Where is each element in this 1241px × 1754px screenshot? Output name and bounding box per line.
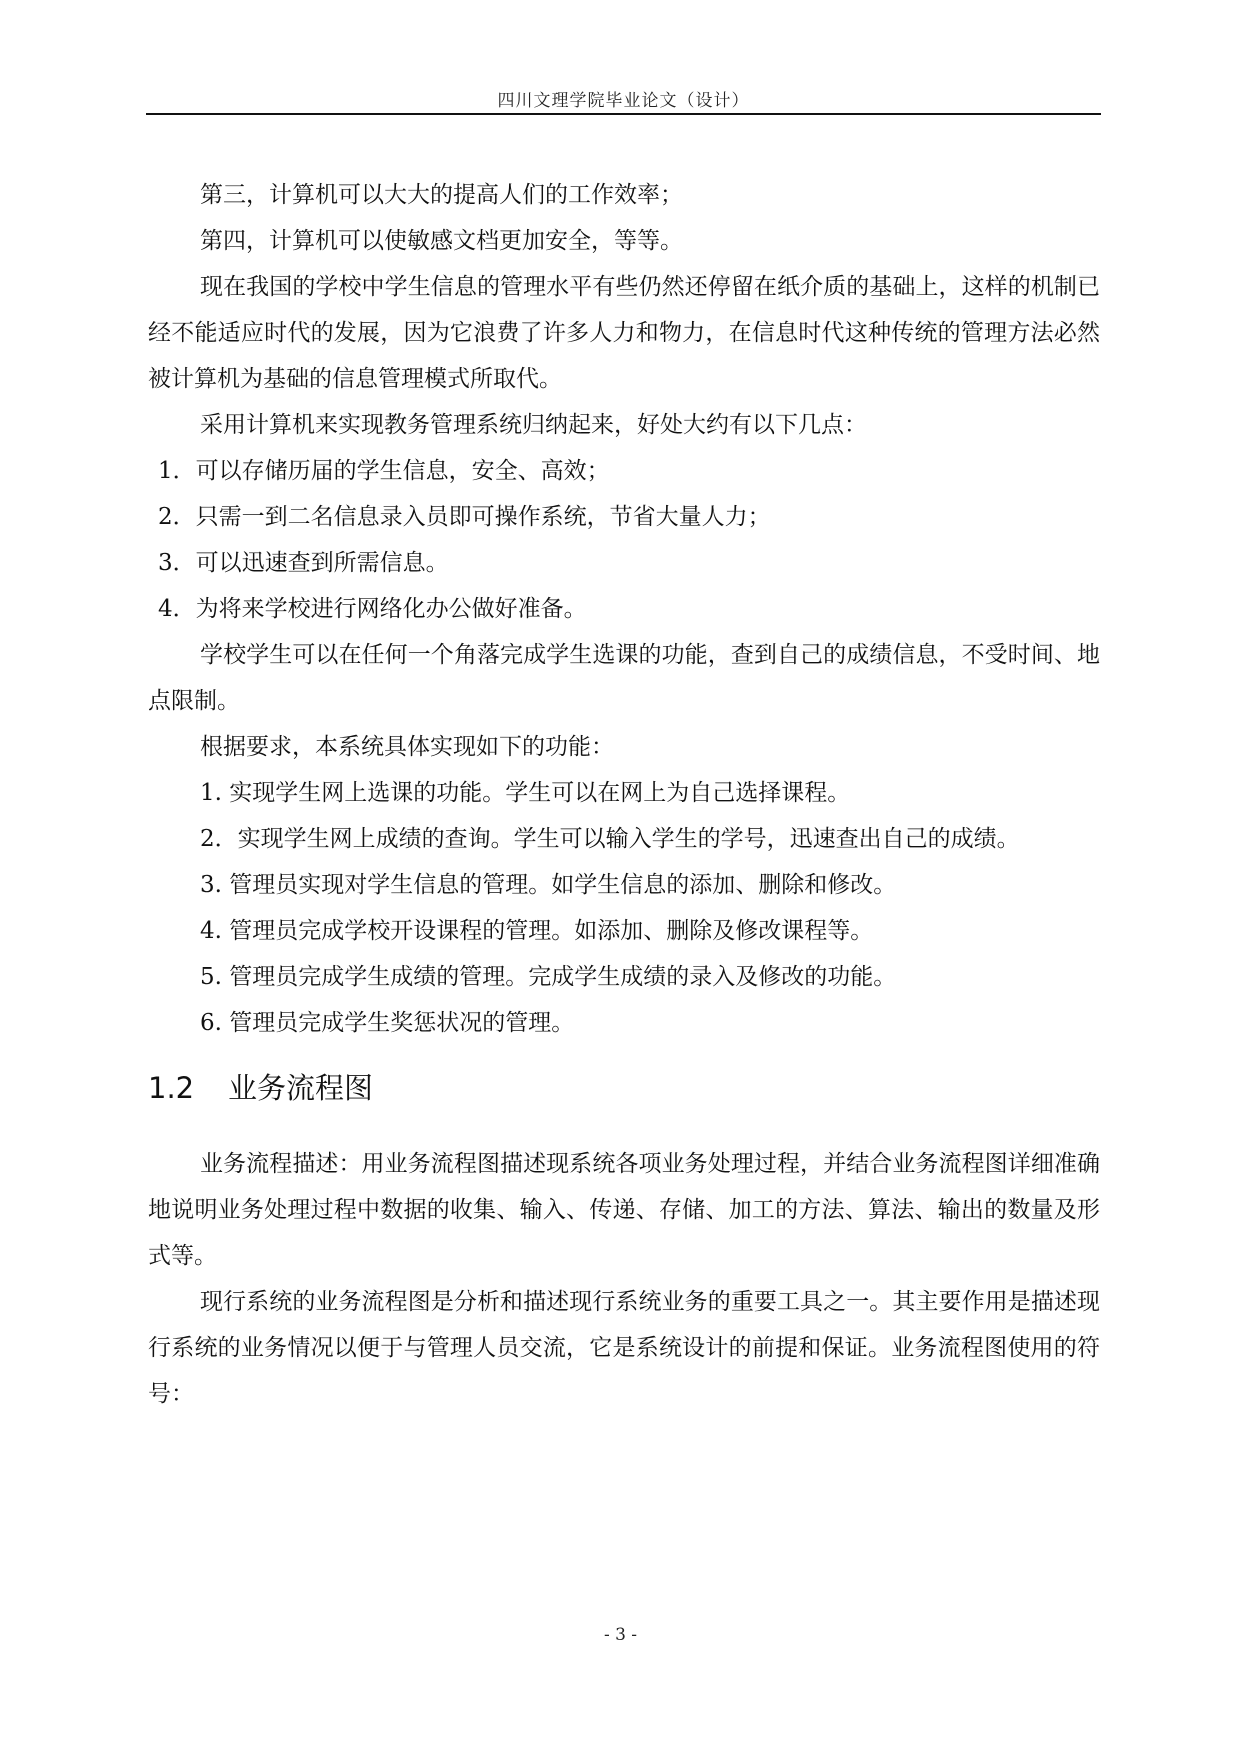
feature-item: 3. 管理员实现对学生信息的管理。如学生信息的添加、删除和修改。: [200, 872, 897, 898]
paragraph-functions-intro: 根据要求，本系统具体实现如下的功能：: [200, 734, 614, 760]
paragraph-anywhere-access: 学校学生可以在任何一个角落完成学生选课的功能，查到自己的成绩信息，不受时间、地点限制。: [148, 642, 1100, 714]
paragraph-flowchart-purpose: 现行系统的业务流程图是分析和描述现行系统业务的重要工具之一。其主要作用是描述现行系统的业务情况以便于与管理人员交流，它是系统设计的前提和保证。业务流程图使用的符号：: [148, 1289, 1100, 1407]
feature-item: 2．实现学生网上成绩的查询。学生可以输入学生的学号，迅速查出自己的成绩。: [200, 826, 1020, 852]
benefit-item: 2．只需一到二名信息录入员即可操作系统，节省大量人力；: [158, 504, 771, 530]
page-header-title: 四川文理学院毕业论文（设计）: [497, 91, 750, 111]
benefit-item: 1．可以存储历届的学生信息，安全、高效；: [158, 458, 610, 484]
section-body-content: [148, 1141, 1100, 1417]
feature-item: 6. 管理员完成学生奖惩状况的管理。: [200, 1010, 575, 1036]
page-number: - 3 -: [603, 1625, 638, 1645]
benefit-item: 4．为将来学校进行网络化办公做好准备。: [158, 596, 587, 622]
header-divider: [146, 113, 1101, 115]
section-heading: [148, 1068, 373, 1108]
feature-item: 4. 管理员完成学校开设课程的管理。如添加、删除及修改课程等。: [200, 918, 874, 944]
section-number: 1.2: [148, 1071, 195, 1105]
paragraph-process-description: 业务流程描述：用业务流程图描述现系统各项业务处理过程，并结合业务流程图详细准确地说明业务处理过程中数据的收集、输入、传递、存储、加工的方法、算法、输出的数量及形式等。: [148, 1151, 1100, 1269]
intro-line-4: 第四，计算机可以使敏感文档更加安全，等等。: [200, 228, 683, 254]
intro-line-3: 第三，计算机可以大大的提高人们的工作效率；: [200, 182, 683, 208]
benefit-item: 3．可以迅速查到所需信息。: [158, 550, 449, 576]
feature-item: 1. 实现学生网上选课的功能。学生可以在网上为自己选择课程。: [200, 780, 851, 806]
section-title: 业务流程图: [228, 1071, 374, 1105]
paragraph-benefits-intro: 采用计算机来实现教务管理系统归纳起来，好处大约有以下几点：: [200, 412, 867, 438]
feature-item: 5. 管理员完成学生成绩的管理。完成学生成绩的录入及修改的功能。: [200, 964, 897, 990]
body-content: [148, 172, 1100, 1046]
paragraph-paper-based-management: 现在我国的学校中学生信息的管理水平有些仍然还停留在纸介质的基础上，这样的机制已经不能适应时代的发展，因为它浪费了许多人力和物力，在信息时代这种传统的管理方法必然被计算机为基础的信息管理模式所取代。: [148, 274, 1100, 392]
